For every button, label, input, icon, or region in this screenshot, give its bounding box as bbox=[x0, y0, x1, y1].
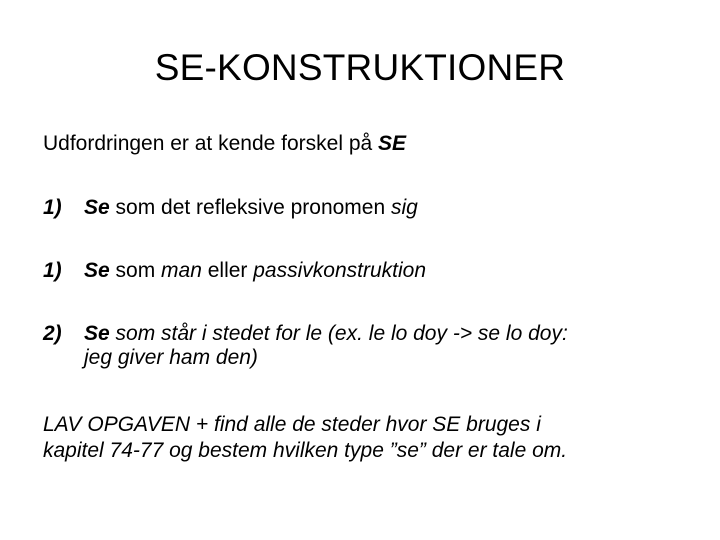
task-line-1: LAV OPGAVEN + find alle de steder hvor SE bruges i bbox=[43, 413, 541, 436]
list-number: 2) bbox=[43, 322, 62, 345]
task-line-2: kapitel 74-77 og bestem hvilken type ”se” der er tale om. bbox=[43, 439, 568, 462]
keyword: Se bbox=[84, 196, 110, 219]
item-text-eller: eller bbox=[201, 259, 254, 282]
list-number: 1) bbox=[43, 196, 62, 219]
intro-text bbox=[43, 130, 406, 158]
task-instruction bbox=[43, 412, 703, 464]
keyword: Se bbox=[84, 259, 110, 282]
keyword: Se bbox=[84, 322, 110, 345]
item-italic: sig bbox=[390, 196, 418, 219]
item-italic-passive: passivkonstruktion bbox=[253, 259, 426, 282]
list-number: 1) bbox=[43, 259, 62, 282]
slide-title: SE-KONSTRUKTIONER bbox=[154, 47, 566, 88]
intro-label: Udfordringen er at kende forskel på bbox=[43, 132, 379, 155]
list-item-reflexive bbox=[43, 196, 683, 220]
intro-emphasis: SE bbox=[378, 132, 407, 155]
item-italic-line2: jeg giver ham den) bbox=[84, 346, 258, 369]
item-italic-line1: som står i stedet for le (ex. le lo doy -> se lo doy: bbox=[109, 322, 568, 345]
item-text: som det refleksive pronomen bbox=[109, 196, 391, 219]
item-italic-man: man bbox=[161, 259, 202, 282]
item-text: som bbox=[109, 259, 162, 282]
list-item-passive bbox=[43, 259, 683, 283]
list-item-replacement bbox=[43, 322, 683, 370]
